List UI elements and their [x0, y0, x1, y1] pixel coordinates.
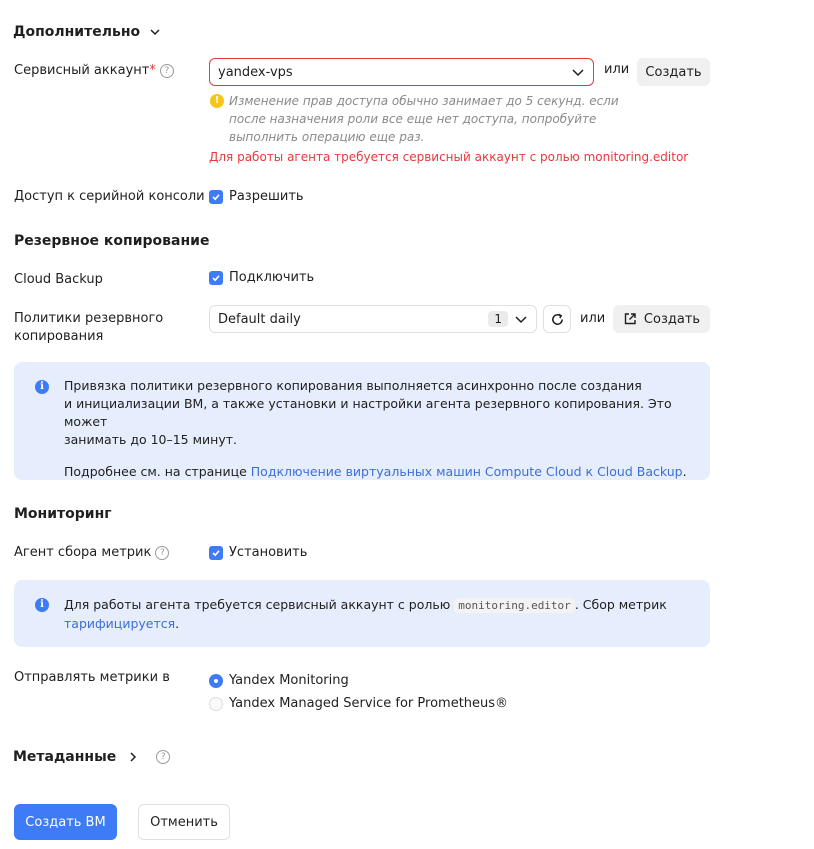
- chevron-right-icon: [126, 750, 140, 764]
- section-backup-title: Резервное копирование: [14, 233, 210, 249]
- backup-info-more: [64, 463, 704, 481]
- monitoring-info-line: [64, 596, 704, 615]
- role-code: monitoring.editor: [454, 598, 575, 613]
- radio-unselected-icon: [209, 697, 223, 711]
- radio-prometheus[interactable]: [209, 696, 508, 711]
- backup-info-line: и инициализации ВМ, а также установки и настройки агента резервного копирования. Это может: [64, 396, 672, 429]
- or-text: или: [604, 62, 630, 77]
- info-icon: i: [35, 598, 49, 612]
- radio-selected-icon: [209, 674, 223, 688]
- radio-yandex-monitoring-label: Yandex Monitoring: [229, 673, 349, 688]
- section-monitoring-title: Мониторинг: [14, 506, 112, 522]
- create-policy-button[interactable]: [613, 305, 710, 333]
- create-vm-button[interactable]: Создать ВМ: [14, 804, 117, 840]
- chevron-down-icon: [148, 25, 162, 39]
- backup-info-more-suffix: .: [682, 464, 687, 479]
- create-policy-label: Создать: [643, 311, 701, 327]
- warning-line: выполнить операцию еще раз.: [229, 130, 425, 144]
- refresh-button[interactable]: [543, 305, 571, 333]
- metrics-agent-checkbox[interactable]: [209, 545, 307, 560]
- policy-count-badge: 1: [488, 311, 508, 327]
- pricing-link[interactable]: тарифицируется: [64, 616, 176, 631]
- serial-console-checkbox-label: Разрешить: [229, 189, 304, 204]
- external-link-icon: [623, 312, 637, 326]
- help-icon[interactable]: ?: [160, 64, 174, 78]
- warning-icon: !: [210, 94, 224, 108]
- help-icon[interactable]: ?: [155, 546, 169, 560]
- serial-console-checkbox[interactable]: [209, 189, 304, 204]
- chevron-down-icon: [571, 65, 585, 79]
- monitoring-info-suffix: . Сбор метрик: [574, 597, 667, 612]
- backup-policy-value: Default daily: [218, 311, 301, 327]
- warning-line: Изменение прав доступа обычно занимает до 5 секунд. если: [229, 94, 619, 108]
- backup-policies-label-line: копирования: [14, 329, 104, 344]
- monitoring-info-prefix: Для работы агента требуется сервисный аккаунт с ролью: [64, 597, 455, 612]
- backup-info-line: Привязка политики резервного копирования выполняется асинхронно после создания: [64, 378, 642, 393]
- service-account-value: yandex-vps: [218, 64, 293, 80]
- monitoring-info-end: .: [175, 616, 180, 631]
- section-metadata-title: Метаданные: [13, 749, 117, 765]
- cloud-backup-checkbox[interactable]: [209, 270, 314, 285]
- metrics-agent-label: [14, 544, 169, 562]
- create-service-account-button[interactable]: Создать: [637, 58, 710, 86]
- or-text: или: [580, 311, 606, 326]
- service-account-error: Для работы агента требуется сервисный аккаунт с ролью monitoring.editor: [209, 150, 689, 164]
- metrics-agent-checkbox-label: Установить: [229, 545, 308, 560]
- chevron-down-icon: [514, 312, 528, 326]
- check-icon: [209, 271, 223, 285]
- warning-text: [229, 92, 619, 146]
- service-account-label-text: Сервисный аккаунт: [14, 63, 150, 78]
- radio-prometheus-label: Yandex Managed Service for Prometheus®: [229, 696, 509, 711]
- service-account-select[interactable]: [209, 58, 594, 86]
- backup-policy-select[interactable]: [209, 305, 537, 333]
- serial-console-label-text: Доступ к серийной консоли: [14, 189, 205, 204]
- backup-policies-label: [14, 310, 163, 346]
- serial-console-label: [14, 188, 223, 206]
- monitoring-info-text: [64, 596, 704, 633]
- backup-policies-label-line: Политики резервного: [14, 311, 164, 326]
- send-metrics-label: Отправлять метрики в: [14, 670, 170, 685]
- section-metadata-toggle[interactable]: [13, 749, 170, 765]
- check-icon: [209, 546, 223, 560]
- monitoring-info-box: [14, 580, 710, 647]
- backup-info-box: [14, 362, 710, 480]
- cancel-button[interactable]: Отменить: [138, 804, 230, 840]
- warning-line: после назначения роли все еще нет доступа, попробуйте: [229, 112, 597, 126]
- radio-yandex-monitoring[interactable]: [209, 673, 349, 688]
- backup-info-line: занимать до 10–15 минут.: [64, 432, 237, 447]
- info-icon: i: [35, 380, 49, 394]
- cloud-backup-checkbox-label: Подключить: [229, 270, 315, 285]
- monitoring-info-line: [64, 615, 704, 633]
- help-icon[interactable]: ?: [156, 750, 170, 764]
- required-mark: *: [149, 63, 156, 78]
- metrics-agent-label-text: Агент сбора метрик: [14, 545, 152, 560]
- section-additional-title: Дополнительно: [13, 24, 141, 40]
- cloud-backup-label: Cloud Backup: [14, 272, 103, 287]
- section-additional-toggle[interactable]: [13, 24, 162, 40]
- backup-info-more-prefix: Подробнее см. на странице: [64, 464, 251, 479]
- refresh-icon: [550, 312, 565, 327]
- service-account-label: [14, 62, 174, 80]
- backup-info-text: [64, 377, 704, 481]
- check-icon: [209, 190, 223, 204]
- backup-docs-link[interactable]: Подключение виртуальных машин Compute Cloud к Cloud Backup: [250, 464, 683, 479]
